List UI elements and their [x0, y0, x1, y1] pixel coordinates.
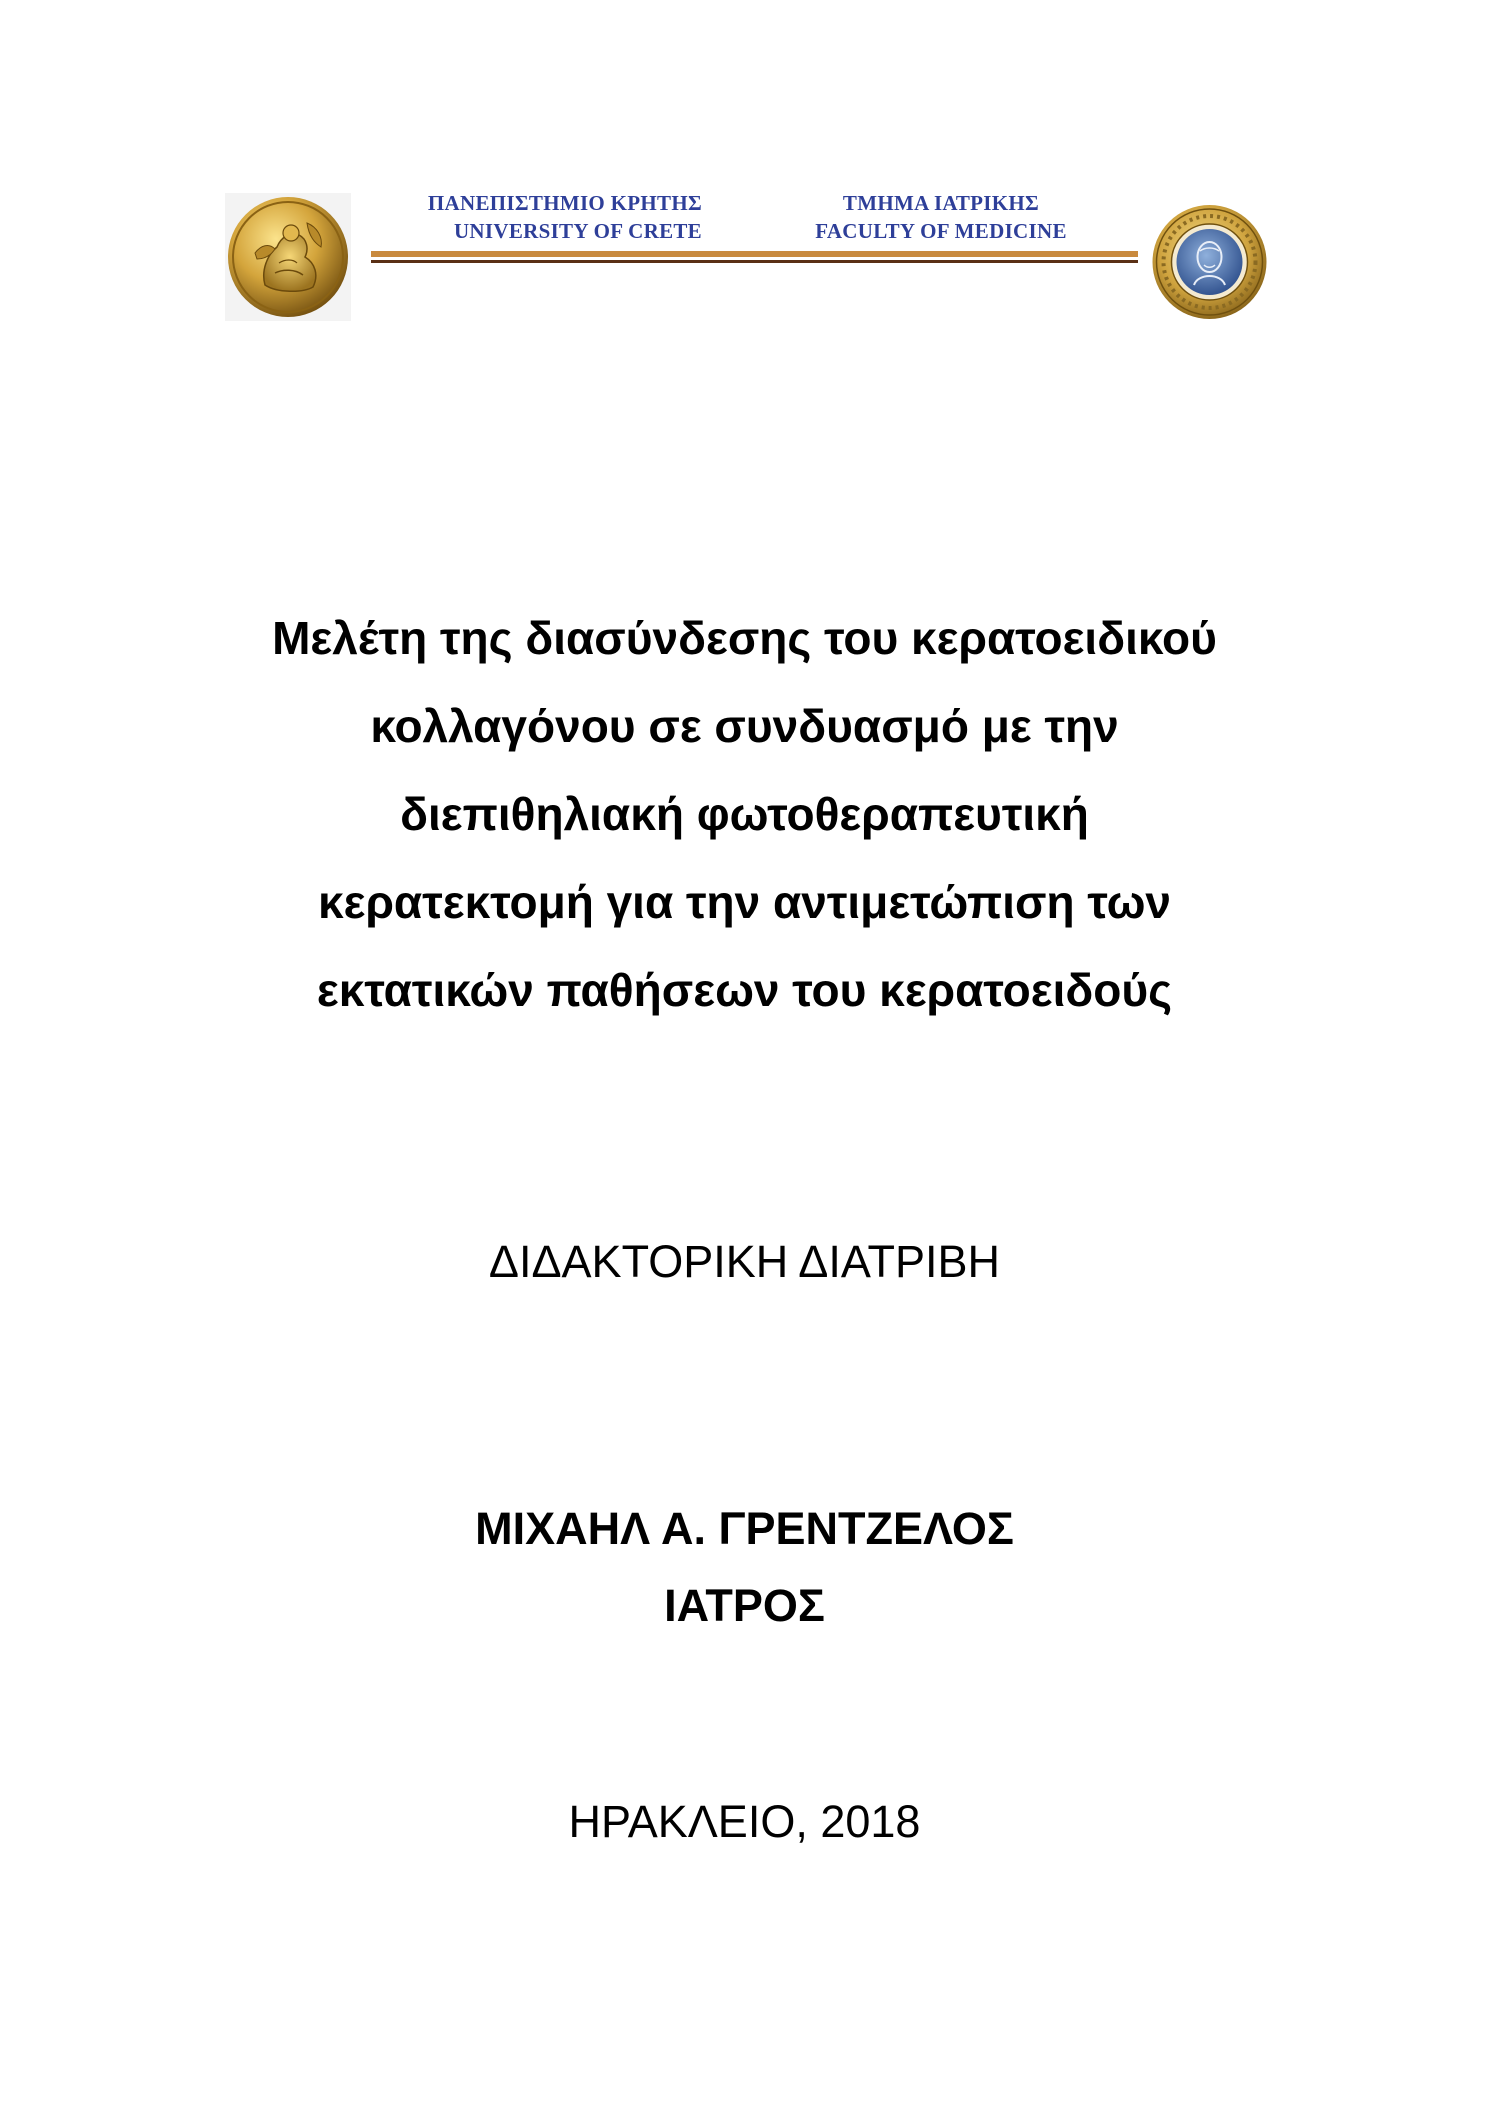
author-name: ΜΙΧΑΗΛ Α. ΓΡΕΝΤΖΕΛΟΣ: [475, 1503, 1014, 1554]
department-name-greek: ΤΜΗΜΑ ΙΑΤΡΙΚΗΣ: [842, 191, 1040, 215]
university-heading: [380, 189, 702, 245]
department-heading: [791, 189, 1091, 245]
place-and-year: ΗΡΑΚΛΕΙΟ, 2018: [568, 1796, 921, 1847]
header-rule: [371, 251, 1138, 257]
title-line-4: κερατεκτομή για την αντιμετώπιση των: [317, 876, 1172, 928]
header-rule-thin: [371, 260, 1138, 263]
thesis-title: [0, 594, 1489, 1034]
university-name-english: UNIVERSITY OF CRETE: [453, 219, 702, 243]
title-line-3: διεπιθηλιακή φωτοθεραπευτική: [400, 788, 1089, 840]
author-profession: ΙΑΤΡΟΣ: [664, 1580, 825, 1631]
university-of-crete-seal-icon: [225, 193, 351, 321]
title-line-2: κολλαγόνου σε συνδυασμό με την: [370, 700, 1119, 752]
university-name-greek: ΠΑΝΕΠΙΣΤΗΜΙΟ ΚΡΗΤΗΣ: [427, 191, 702, 215]
faculty-of-medicine-seal-icon: [1150, 203, 1269, 321]
department-name-english: FACULTY OF MEDICINE: [815, 219, 1067, 243]
document-type: ΔΙΔΑΚΤΟΡΙΚΗ ΔΙΑΤΡΙΒΗ: [488, 1236, 1001, 1287]
title-line-5: εκτατικών παθήσεων του κερατοειδούς: [316, 964, 1173, 1016]
title-line-1: Μελέτη της διασύνδεσης του κερατοειδικού: [272, 612, 1217, 664]
